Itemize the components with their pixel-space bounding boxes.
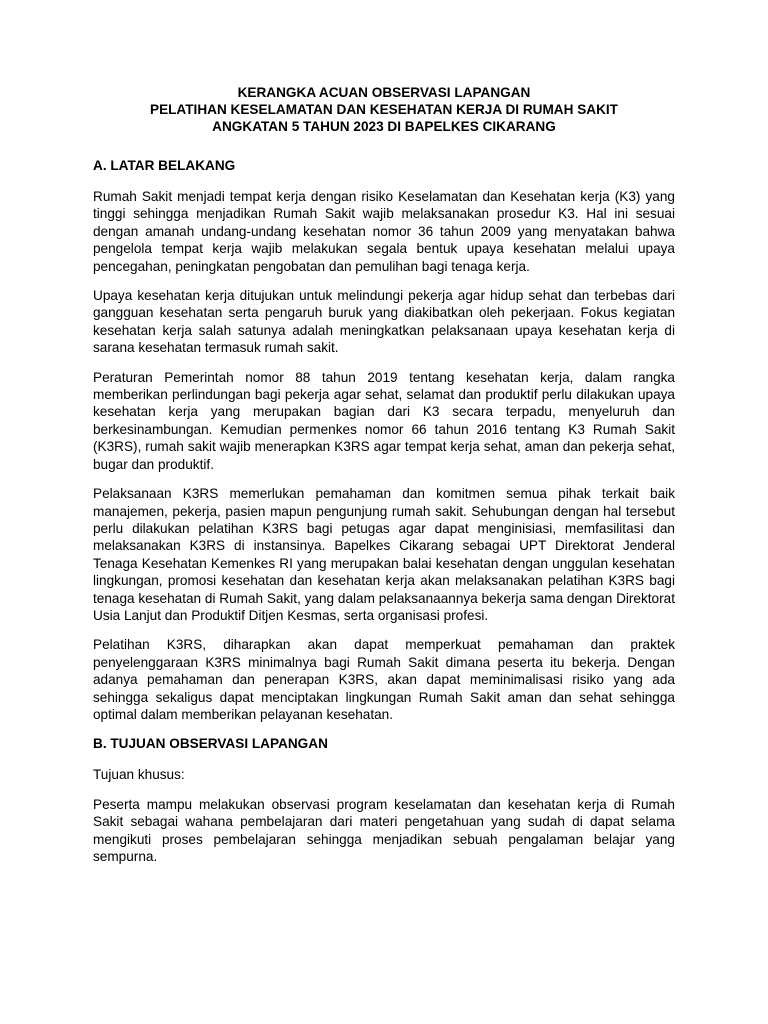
section-a-paragraph-3: Peraturan Pemerintah nomor 88 tahun 2019 tentang kesehatan kerja, dalam rangka memberikan perlindungan bagi pekerja agar sehat, selamat dan produktif perlu dilakukan upaya kesehatan kerja yang merupakan bagian dari K3 secara terpadu, menyeluruh dan berkesinambungan. Kemudian permenkes nomor 66 tahun 2016 tentang K3 Rumah Sakit (K3RS), rumah sakit wajib menerapkan K3RS agar tempat kerja sehat, aman dan pekerja sehat, bugar dan produktif. (93, 369, 675, 472)
section-a-paragraph-5: Pelatihan K3RS, diharapkan akan dapat memperkuat pemahaman dan praktek penyelenggaraan K3RS minimalnya bagi Rumah Sakit dimana peserta itu bekerja. Dengan adanya pemahaman dan penerapan K3RS, akan dapat meminimalisasi risiko yang ada sehingga sekaligus dapat menciptakan lingkungan Rumah Sakit aman dan sehat sehingga optimal dalam memberikan pelayanan kesehatan. (93, 637, 675, 722)
document-page (93, 84, 675, 877)
section-a-paragraph-4: Pelaksanaan K3RS memerlukan pemahaman dan komitmen semua pihak terkait baik manajemen, pekerja, pasien mapun pengunjung rumah sakit. Sehubungan dengan hal tersebut perlu dilakukan pelatihan K3RS bagi petugas agar dapat menginisiasi, memfasilitasi dan melaksanakan K3RS di instansinya. Bapelkes Cikarang sebagai UPT Direktorat Jenderal Tenaga Kesehatan Kemenkes RI yang merupakan balai kesehatan dengan unggulan kesehatan lingkungan, promosi kesehatan dan kesehatan kerja akan melaksanakan pelatihan K3RS bagi tenaga kesehatan di Rumah Sakit, yang dalam pelaksanaannya bekerja sama dengan Direktorat Usia Lanjut dan Produktif Ditjen Kesmas, serta organisasi profesi. (93, 486, 675, 623)
title-line-3: ANGKATAN 5 TAHUN 2023 DI BAPELKES CIKARANG (212, 119, 556, 134)
section-b-paragraph-1: Tujuan khusus: (93, 767, 185, 783)
section-a-paragraph-2: Upaya kesehatan kerja ditujukan untuk melindungi pekerja agar hidup sehat dan terbebas dari gangguan kesehatan serta pengaruh buruk yang diakibatkan oleh pekerjaan. Fokus kegiatan kesehatan kerja salah satunya adalah meningkatkan pelaksanaan upaya kesehatan kerja di sarana kesehatan termasuk rumah sakit. (93, 288, 675, 356)
section-a-paragraph-1: Rumah Sakit menjadi tempat kerja dengan risiko Keselamatan dan Kesehatan kerja (K3) yang tinggi sehingga menjadikan Rumah Sakit wajib melaksanakan prosedur K3. Hal ini sesuai dengan amanah undang-undang kesehatan nomor 36 tahun 2009 yang menyatakan bahwa pengelola tempat kerja wajib melakukan segala bentuk upaya kesehatan melalui upaya pencegahan, peningkatan pengobatan dan pemulihan bagi tenaga kerja. (93, 189, 675, 274)
title-line-2: PELATIHAN KESELAMATAN DAN KESEHATAN KERJA DI RUMAH SAKIT (150, 102, 618, 117)
section-a-heading: A. LATAR BELAKANG (93, 158, 236, 173)
section-b-paragraph-2: Peserta mampu melakukan observasi program keselamatan dan kesehatan kerja di Rumah Sakit sebagai wahana pembelajaran dari materi pengetahuan yang sudah di dapat selama mengikuti proses pembelajaran sehingga menjadikan sebuah pengalaman belajar yang sempurna. (93, 796, 675, 864)
section-b-heading: B. TUJUAN OBSERVASI LAPANGAN (93, 736, 328, 752)
document-title (93, 84, 675, 135)
title-line-1: KERANGKA ACUAN OBSERVASI LAPANGAN (237, 85, 531, 100)
